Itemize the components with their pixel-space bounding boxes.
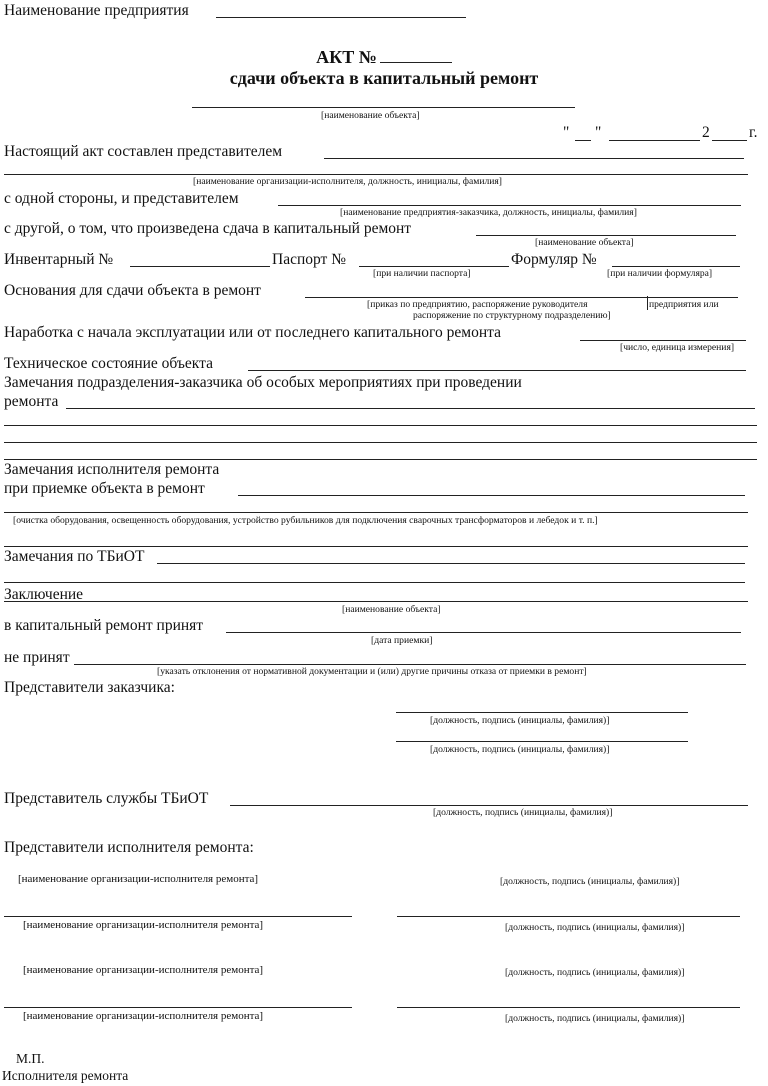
tech-state-label: Техническое состояние объекта	[4, 355, 213, 372]
safety-remarks-field-2[interactable]	[4, 582, 745, 583]
passport-field[interactable]	[359, 266, 509, 267]
contractor-remarks-field-3[interactable]	[4, 546, 748, 547]
object-name-field[interactable]	[192, 107, 575, 108]
customer-remarks-field-2[interactable]	[4, 425, 757, 426]
contractor-remarks-line1: Замечания исполнителя ремонта	[4, 461, 220, 478]
composed-label: Настоящий акт составлен представителем	[4, 143, 283, 160]
date-year-prefix: 2	[702, 124, 710, 141]
enterprise-label: Наименование предприятия	[4, 2, 189, 19]
customer-rep2-caption: [должность, подпись (инициалы, фамилия)]	[430, 744, 610, 755]
one-side-label: с одной стороны, и представителем	[4, 190, 239, 207]
other-side-field[interactable]	[476, 235, 736, 236]
other-side-label: с другой, о том, что произведена сдача в капитальный ремонт	[4, 220, 412, 237]
customer-remarks-field-4[interactable]	[4, 459, 757, 460]
contractor-remarks-caption: [очистка оборудования, освещенность оборудования, устройство рубильников для подключения сварочных трансформаторов и лебедок и т. п.]	[13, 515, 598, 526]
accepted-date-field[interactable]	[226, 632, 741, 633]
contractor-pos-caption-2: [должность, подпись (инициалы, фамилия)]	[505, 922, 685, 933]
formular-caption: [при наличии формуляра]	[607, 268, 713, 279]
conclusion-label: Заключение	[4, 586, 84, 603]
date-year-field[interactable]	[712, 140, 747, 141]
grounds-caption-a: [приказ по предприятию, распоряжение руководителя	[367, 299, 588, 310]
date-quote-close: "	[595, 124, 602, 141]
customer-rep2-signature-field[interactable]	[396, 741, 688, 742]
stamp-owner: Исполнителя ремонта	[2, 1068, 129, 1083]
date-quote-open: "	[563, 124, 570, 141]
object-caption: [наименование объекта]	[321, 110, 420, 121]
customer-rep1-caption: [должность, подпись (инициалы, фамилия)]	[430, 715, 610, 726]
contractor-org-caption-1: [наименование организации-исполнителя ремонта]	[18, 873, 259, 885]
customer-remarks-line2: ремонта	[4, 393, 59, 410]
customer-remarks-field-3[interactable]	[4, 442, 757, 443]
other-side-caption: [наименование объекта]	[535, 237, 634, 248]
grounds-field[interactable]	[305, 297, 738, 298]
contractor-org-caption-2: [наименование организации-исполнителя ремонта]	[23, 919, 264, 931]
customer-reps-label: Представители заказчика:	[4, 679, 175, 696]
accepted-date-caption: [дата приемки]	[371, 635, 433, 646]
contractor-remarks-field[interactable]	[238, 495, 745, 496]
accepted-label: в капитальный ремонт принят	[4, 617, 204, 634]
safety-remarks-field[interactable]	[157, 563, 745, 564]
operating-time-label: Наработка с начала эксплуатации или от последнего капитального ремонта	[4, 324, 501, 341]
composed-field[interactable]	[324, 158, 744, 159]
date-day-field[interactable]	[575, 140, 591, 141]
one-side-field[interactable]	[278, 205, 741, 206]
safety-rep-label: Представитель службы ТБиОТ	[4, 790, 209, 807]
grounds-caption-b: предприятия или	[649, 299, 719, 310]
safety-rep-field[interactable]	[230, 805, 748, 806]
contractor-org-caption-3: [наименование организации-исполнителя ремонта]	[23, 964, 264, 976]
composed-field-line2[interactable]	[4, 174, 748, 175]
not-accepted-caption: [указать отклонения от нормативной документации и (или) другие причины отказа от приемки в ремонт]	[157, 666, 587, 677]
customer-rep1-signature-field[interactable]	[396, 712, 688, 713]
contractor-org-caption-4: [наименование организации-исполнителя ремонта]	[23, 1010, 264, 1022]
act-subtitle: сдачи объекта в капитальный ремонт	[229, 68, 539, 88]
grounds-cursor-mark	[647, 296, 648, 310]
grounds-label: Основания для сдачи объекта в ремонт	[4, 282, 261, 299]
contractor-reps-label: Представители исполнителя ремонта:	[4, 839, 254, 856]
stamp-mp: М.П.	[16, 1051, 45, 1066]
inventory-field[interactable]	[130, 266, 270, 267]
tech-state-field[interactable]	[248, 370, 746, 371]
contractor-pos-field-2[interactable]	[397, 916, 740, 917]
enterprise-field[interactable]	[216, 17, 466, 18]
operating-time-field[interactable]	[580, 340, 746, 341]
passport-label: Паспорт №	[272, 251, 346, 268]
act-number-field[interactable]	[380, 47, 452, 63]
composed-caption: [наименование организации-исполнителя, должность, инициалы, фамилия]	[193, 176, 502, 187]
operating-time-caption: [число, единица измерения]	[620, 342, 735, 353]
customer-remarks-field[interactable]	[66, 408, 755, 409]
contractor-pos-caption-3: [должность, подпись (инициалы, фамилия)]	[505, 967, 685, 978]
contractor-remarks-field-2[interactable]	[4, 512, 748, 513]
one-side-caption: [наименование предприятия-заказчика, должность, инициалы, фамилия]	[340, 207, 637, 218]
conclusion-object-field[interactable]	[4, 601, 748, 602]
inventory-label: Инвентарный №	[4, 251, 114, 268]
date-month-field[interactable]	[609, 140, 700, 141]
grounds-caption-c: распоряжение по структурному подразделению]	[413, 310, 611, 321]
contractor-remarks-line2: при приемке объекта в ремонт	[4, 480, 205, 497]
formular-field[interactable]	[612, 266, 740, 267]
safety-remarks-label: Замечания по ТБиОТ	[4, 548, 145, 565]
contractor-pos-caption-4: [должность, подпись (инициалы, фамилия)]	[505, 1013, 685, 1024]
act-title: АКТ №	[0, 47, 768, 67]
contractor-org-field-2[interactable]	[4, 916, 352, 917]
formular-label: Формуляр №	[511, 251, 597, 268]
conclusion-object-caption: [наименование объекта]	[342, 604, 441, 615]
contractor-org-field-4[interactable]	[4, 1007, 352, 1008]
not-accepted-label: не принят	[4, 649, 70, 666]
contractor-pos-caption-1: [должность, подпись (инициалы, фамилия)]	[500, 876, 680, 887]
not-accepted-field[interactable]	[74, 664, 746, 665]
customer-remarks-line1: Замечания подразделения-заказчика об особых мероприятиях при проведении	[4, 374, 522, 391]
passport-caption: [при наличии паспорта]	[373, 268, 471, 279]
date-year-suffix: г.	[749, 124, 758, 141]
contractor-pos-field-4[interactable]	[397, 1007, 740, 1008]
safety-rep-caption: [должность, подпись (инициалы, фамилия)]	[433, 807, 613, 818]
